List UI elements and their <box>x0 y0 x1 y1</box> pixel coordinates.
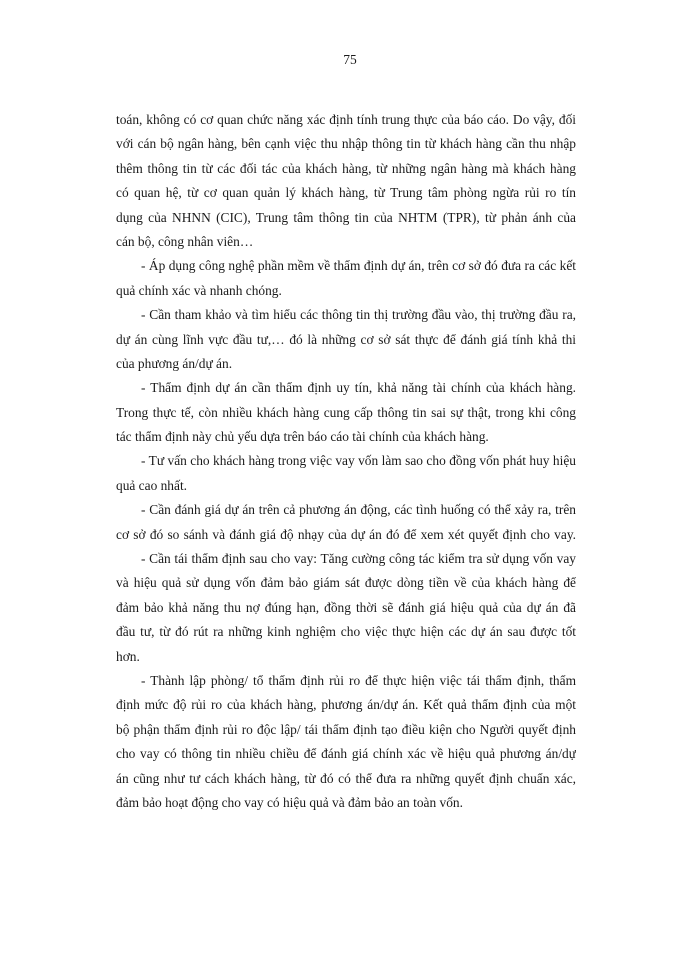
text-line: quả chính xác và nhanh chóng. <box>116 282 282 298</box>
text-line: án cũng như tư cách khách hàng, từ đó có thể đưa ra những quyết định chuẩn xác, <box>116 770 576 786</box>
text-line: dụng của NHNN (CIC), Trung tâm thông tin của NHTM (TPR), từ phản ánh của <box>116 209 576 225</box>
text-line: đầu tư, từ đó rút ra những kinh nghiệm cho việc thực hiện các dự án sau được tốt <box>116 624 576 640</box>
text-line: cán bộ, công nhân viên… <box>116 233 254 249</box>
text-line: đảm bảo hoạt động cho vay có hiệu quả và đảm bảo an toàn vốn. <box>116 794 463 810</box>
text-line: - Cần đánh giá dự án trên cả phương án động, các tình huống có thể xảy ra, trên <box>141 502 576 518</box>
body-text <box>116 108 576 815</box>
text-line: của phương án/dự án. <box>116 355 233 371</box>
text-line: - Cần tái thẩm định sau cho vay: Tăng cường công tác kiểm tra sử dụng vốn vay <box>141 551 576 567</box>
text-line: thêm thông tin từ các đối tác của khách hàng, từ những ngân hàng mà khách hàng <box>116 160 576 176</box>
text-line: tác thẩm định này chủ yếu dựa trên báo cáo tài chính của khách hàng. <box>116 429 489 445</box>
page-number: 75 <box>343 52 357 67</box>
text-line: dự án cùng lĩnh vực đầu tư,… đó là những cơ sở sát thực để đánh giá tính khả thi <box>116 331 576 347</box>
text-line: cơ sở đó so sánh và đánh giá độ nhạy của dự án đó để xem xét quyết định cho vay. <box>116 526 576 542</box>
text-line: hơn. <box>116 648 140 664</box>
text-line: bộ phận thẩm định rủi ro độc lập/ tái thẩm định tạo điều kiện cho Người quyết định <box>116 721 576 737</box>
text-line: - Cần tham khảo và tìm hiểu các thông tin thị trường đầu vào, thị trường đầu ra, <box>141 307 576 323</box>
text-line: định mức độ rủi ro của khách hàng, phương án/dự án. Kết quả thẩm định của một <box>116 697 576 713</box>
text-line: và hiệu quả sử dụng vốn đảm bảo giám sát được dòng tiền về của khách hàng để <box>116 575 576 591</box>
text-line: - Thành lập phòng/ tổ thẩm định rủi ro để thực hiện việc tái thẩm định, thẩm <box>141 672 576 688</box>
text-line: toán, không có cơ quan chức năng xác định tính trung thực của báo cáo. Do vậy, đối <box>116 112 576 127</box>
text-line: với cán bộ ngân hàng, bên cạnh việc thu nhập thông tin từ khách hàng cần thu nhập <box>116 136 576 152</box>
text-line: cho vay có thông tin nhiều chiều để đánh giá chính xác về hiệu quả phương án/dự <box>116 746 576 762</box>
text-line: - Áp dụng công nghệ phần mềm về thẩm định dự án, trên cơ sở đó đưa ra các kết <box>141 258 576 274</box>
text-line: - Thẩm định dự án cần thẩm định uy tín, khả năng tài chính của khách hàng. <box>141 380 576 396</box>
text-line: - Tư vấn cho khách hàng trong việc vay vốn làm sao cho đồng vốn phát huy hiệu <box>141 453 576 469</box>
text-line: đảm bảo khả năng thu nợ đúng hạn, đồng thời sẽ đánh giá hiệu quả của dự án đã <box>116 599 576 615</box>
text-line: Trong thực tế, còn nhiều khách hàng cung cấp thông tin sai sự thật, trong khi công <box>116 404 576 420</box>
text-line: có quan hệ, từ cơ quan quản lý khách hàng, từ Trung tâm phòng ngừa rủi ro tín <box>116 185 576 201</box>
text-line: quả cao nhất. <box>116 477 188 493</box>
